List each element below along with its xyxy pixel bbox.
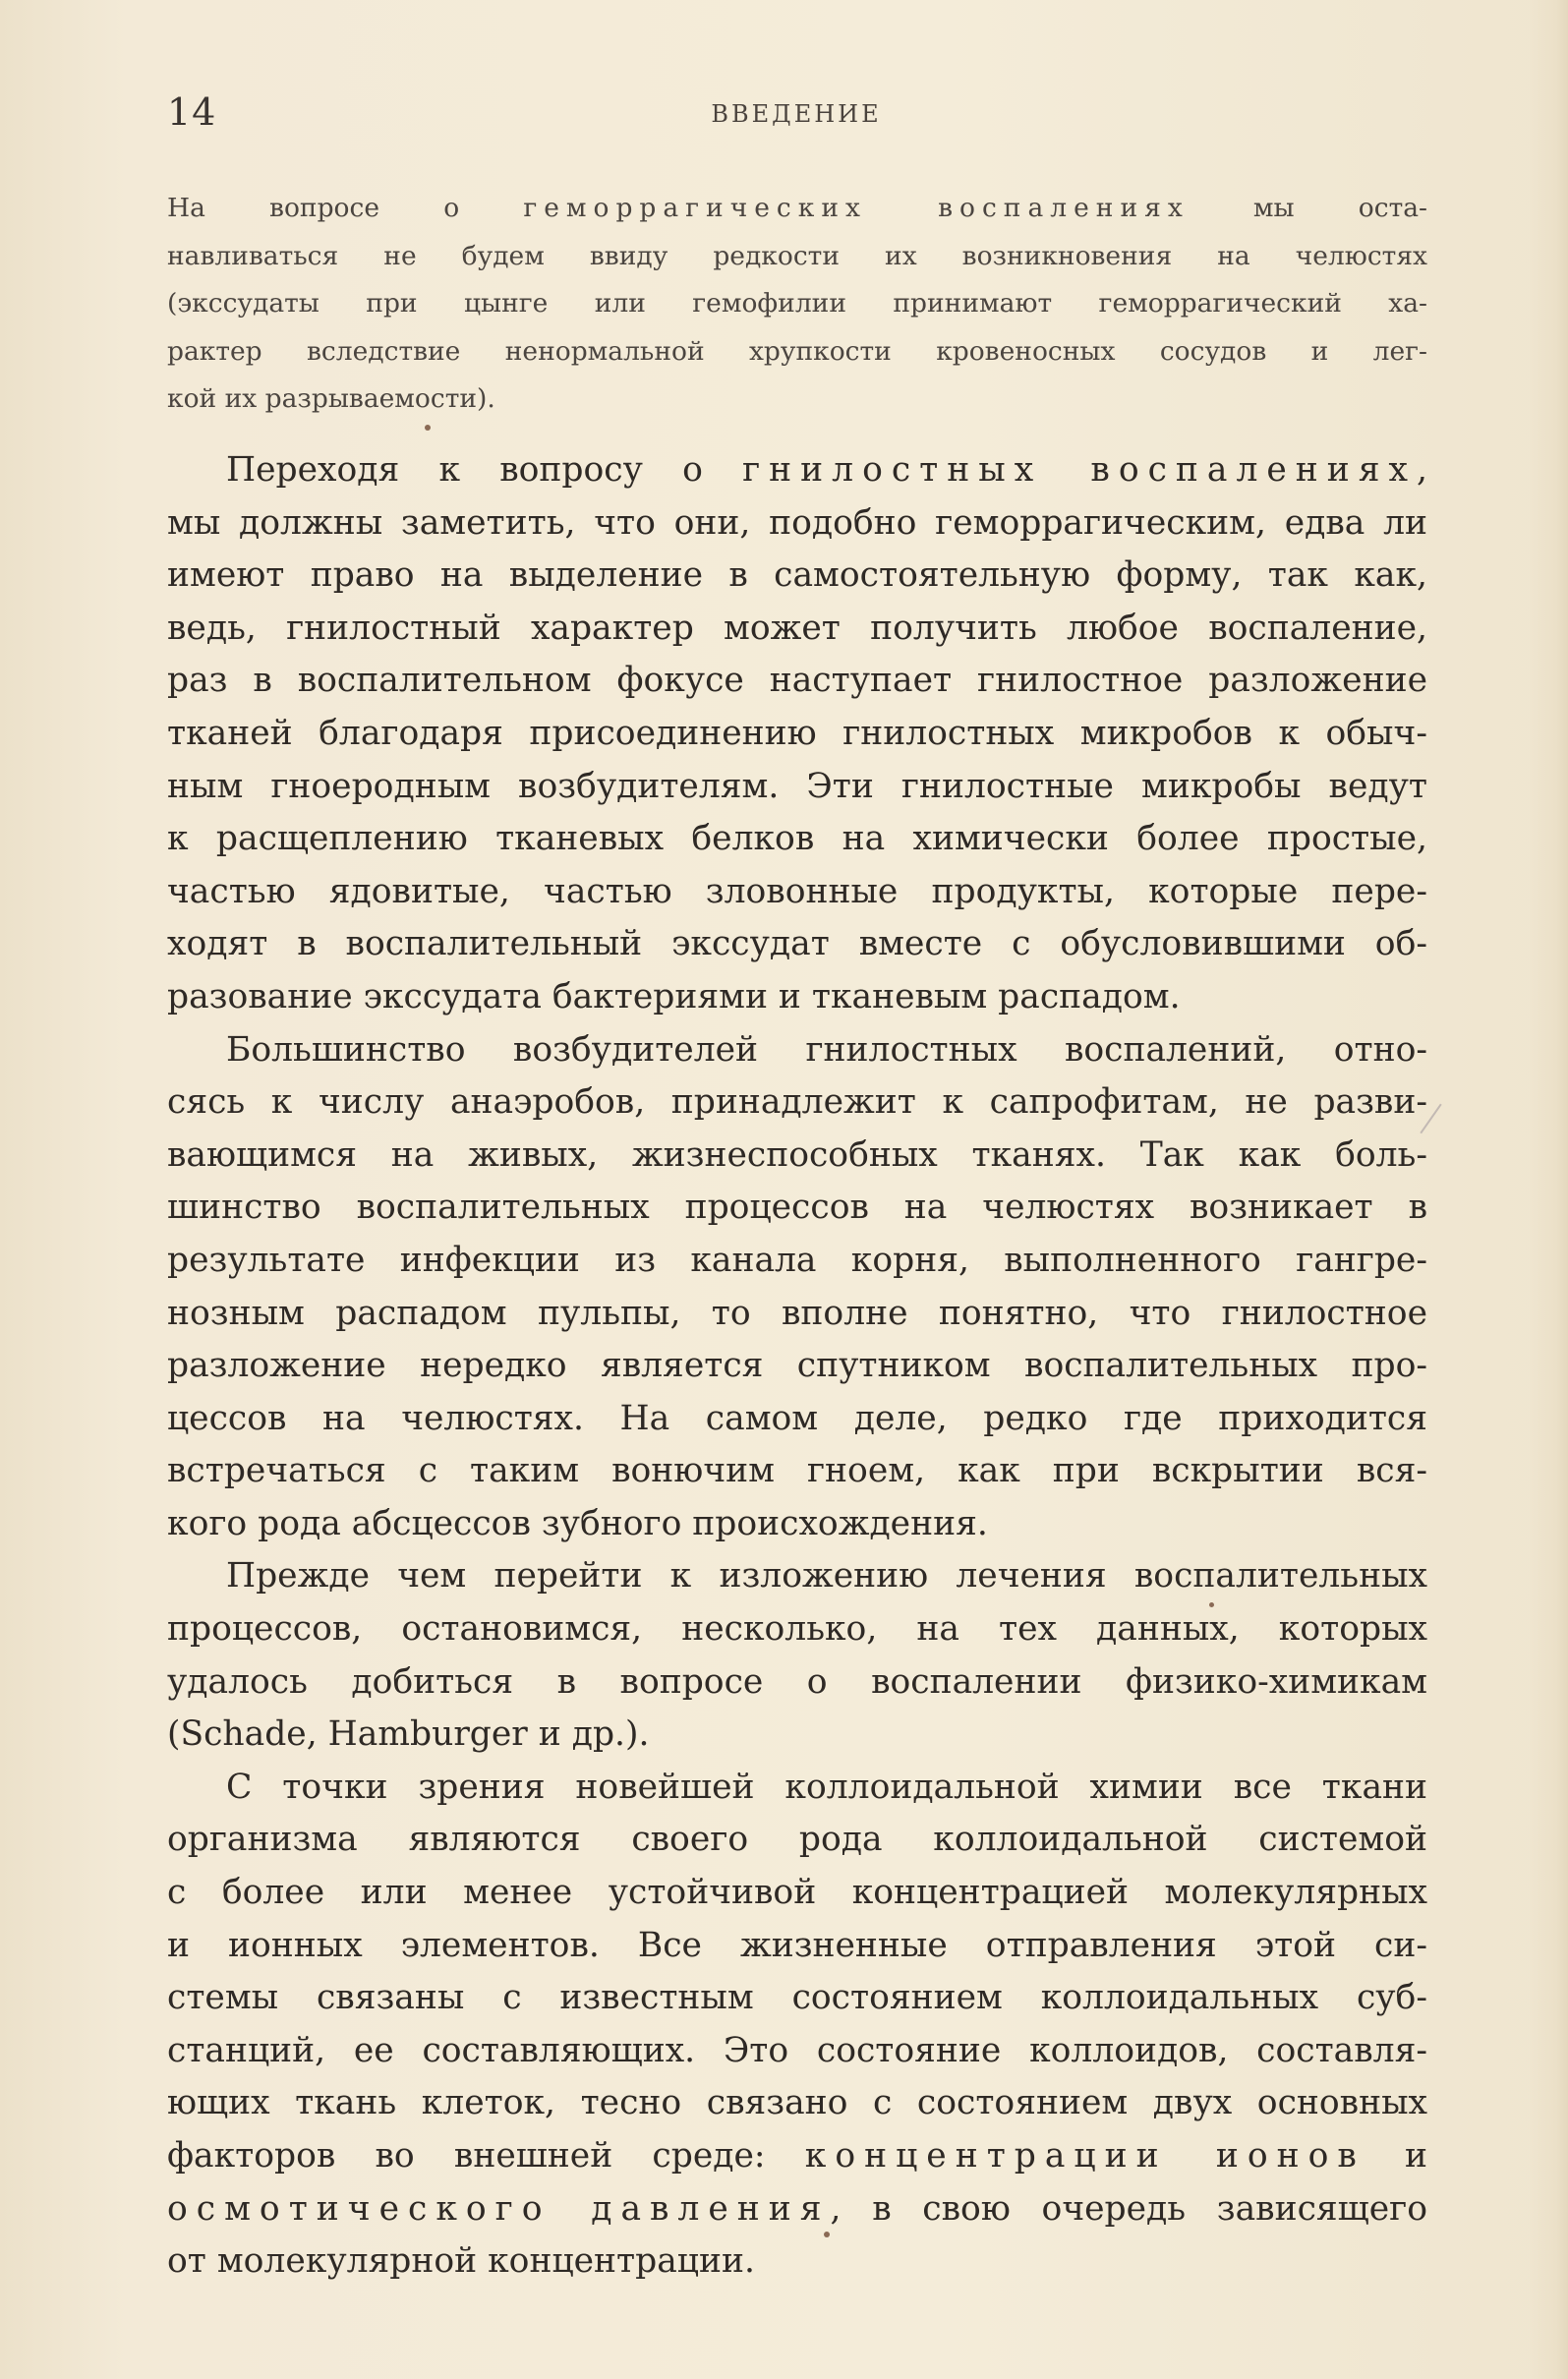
text-line bbox=[167, 444, 1427, 497]
text-segment: с более или менее устойчивой концентрацией молекулярных bbox=[167, 1873, 1427, 1913]
text-line bbox=[167, 2025, 1427, 2078]
text-segment: ходят в воспалительный экссудат вместе с обусловившими об- bbox=[167, 924, 1427, 964]
text-segment: удалось добиться в вопросе о воспалении физико-химикам bbox=[167, 1661, 1427, 1702]
text-line bbox=[167, 1920, 1427, 1973]
text-segment: ведь, гнилостный характер может получить любое воспаление, bbox=[167, 608, 1427, 648]
page-header bbox=[167, 90, 1425, 140]
text-segment: встречаться с таким вонючим гноем, как при вскрытии вся- bbox=[167, 1451, 1427, 1491]
text-line bbox=[167, 2130, 1427, 2183]
text-line bbox=[167, 2235, 1427, 2289]
ink-speck bbox=[1209, 1602, 1214, 1607]
text-segment: разложение нередко является спутником воспалительных про- bbox=[167, 1346, 1427, 1386]
note-line: На вопросе о геморрагических воспалениях мы оста- bbox=[167, 193, 1428, 223]
text-line bbox=[167, 1235, 1427, 1288]
text-segment: стемы связаны с известным состоянием коллоидальных суб- bbox=[167, 1978, 1427, 2018]
text-line bbox=[167, 1340, 1427, 1393]
text-line bbox=[167, 1076, 1427, 1130]
text-line bbox=[167, 1182, 1427, 1235]
text-segment: вающимся на живых, жизнеспособных тканях. Так как боль- bbox=[167, 1134, 1427, 1175]
text-segment: частью ядовитые, частью зловонные продукты, которые пере- bbox=[167, 871, 1427, 911]
text-line bbox=[167, 1709, 1427, 1762]
text-line bbox=[167, 2077, 1427, 2130]
ink-speck bbox=[425, 425, 431, 431]
text-segment: ющих ткань клеток, тесно связано с состоянием двух основных bbox=[167, 2083, 1427, 2123]
spaced-term: осмотического давления bbox=[167, 2188, 831, 2229]
note-line: кой их разрываемости). bbox=[167, 383, 495, 414]
text-segment: организма являются своего рода коллоидальной системой bbox=[167, 1820, 1427, 1860]
text-segment: раз в воспалительном фокусе наступает гнилостное разложение bbox=[167, 661, 1427, 701]
text-segment: Переходя к вопросу о bbox=[226, 450, 743, 490]
text-line bbox=[167, 708, 1427, 761]
text-segment: (Schade, Hamburger и др.). bbox=[167, 1714, 650, 1755]
text-segment: сясь к числу анаэробов, принадлежит к сапрофитам, не разви- bbox=[167, 1082, 1427, 1123]
ink-speck bbox=[824, 2232, 830, 2237]
page-number: 14 bbox=[167, 90, 217, 134]
text-line bbox=[167, 1656, 1427, 1710]
text-segment: мы должны заметить, что они, подобно геморрагическим, едва ли bbox=[167, 502, 1427, 543]
text-line bbox=[167, 1762, 1427, 1815]
text-segment: шинство воспалительных процессов на челюстях возникает в bbox=[167, 1188, 1427, 1228]
note-line: (экссудаты при цынге или гемофилии принимают геморрагический ха- bbox=[167, 288, 1427, 319]
text-segment: С точки зрения новейшей коллоидальной химии все ткани bbox=[226, 1767, 1427, 1807]
page-edge-shadow bbox=[1529, 0, 1568, 2379]
text-line bbox=[167, 971, 1427, 1024]
text-segment: тканей благодаря присоединению гнилостных микробов к обыч- bbox=[167, 713, 1427, 753]
text-segment: цессов на челюстях. На самом деле, редко где приходится bbox=[167, 1398, 1427, 1438]
text-line bbox=[167, 813, 1427, 866]
text-line bbox=[167, 1867, 1427, 1920]
text-line bbox=[167, 1130, 1427, 1183]
text-line bbox=[167, 1288, 1427, 1341]
text-line bbox=[167, 550, 1427, 603]
text-segment: и ионных элементов. Все жизненные отправления этой си- bbox=[167, 1925, 1427, 1965]
text-line bbox=[167, 918, 1427, 971]
text-line bbox=[167, 761, 1427, 814]
text-line bbox=[167, 1603, 1427, 1656]
text-segment: нозным распадом пульпы, то вполне понятно, что гнилостное bbox=[167, 1293, 1427, 1333]
text-segment: от молекулярной концентрации. bbox=[167, 2241, 755, 2282]
text-segment: имеют право на выделение в самостоятельную форму, так как, bbox=[167, 555, 1427, 596]
text-line bbox=[167, 603, 1427, 656]
running-title: ВВЕДЕНИЕ bbox=[711, 100, 882, 128]
text-line bbox=[167, 1550, 1427, 1603]
text-segment: , в свою очередь зависящего bbox=[830, 2188, 1428, 2229]
text-line bbox=[167, 866, 1427, 919]
text-segment: к расщеплению тканевых белков на химически более простые, bbox=[167, 819, 1427, 859]
text-segment: результате инфекции из канала корня, выполненного гангре- bbox=[167, 1240, 1427, 1280]
text-segment: факторов во внешней среде: bbox=[167, 2136, 805, 2176]
text-segment: станций, ее составляющих. Это состояние коллоидов, составля- bbox=[167, 2030, 1427, 2070]
text-segment: процессов, остановимся, несколько, на тех данных, которых bbox=[167, 1609, 1427, 1650]
text-line bbox=[167, 2183, 1427, 2236]
text-segment: Большинство возбудителей гнилостных воспалений, отно- bbox=[226, 1029, 1427, 1070]
text-line bbox=[167, 1814, 1427, 1867]
text-segment: , bbox=[1417, 450, 1427, 490]
spaced-term: гнилостных воспалениях bbox=[742, 450, 1418, 490]
text-segment: ным гноеродным возбудителям. Эти гнилостные микробы ведут bbox=[167, 766, 1427, 806]
text-line bbox=[167, 1972, 1427, 2025]
text-segment: Прежде чем перейти к изложению лечения воспалительных bbox=[226, 1556, 1427, 1596]
note-line: навливаться не будем ввиду редкости их возникновения на челюстях bbox=[167, 240, 1427, 271]
text-segment: разование экссудата бактериями и тканевым распадом. bbox=[167, 976, 1181, 1016]
note-paragraph bbox=[167, 185, 1427, 424]
text-line bbox=[167, 497, 1427, 551]
text-line bbox=[167, 1393, 1427, 1446]
text-line bbox=[167, 655, 1427, 708]
text-line bbox=[167, 1445, 1427, 1498]
note-line: рактер вследствие ненормальной хрупкости кровеносных сосудов и лег- bbox=[167, 335, 1427, 367]
spaced-term: концентрации ионов bbox=[804, 2136, 1365, 2176]
text-segment: и bbox=[1365, 2136, 1427, 2176]
spaced-term: геморрагических воспалениях bbox=[523, 193, 1190, 223]
text-segment: кого рода абсцессов зубного происхождения. bbox=[167, 1503, 988, 1543]
text-line bbox=[167, 1024, 1427, 1077]
main-text bbox=[167, 444, 1427, 2289]
text-line bbox=[167, 1498, 1427, 1551]
